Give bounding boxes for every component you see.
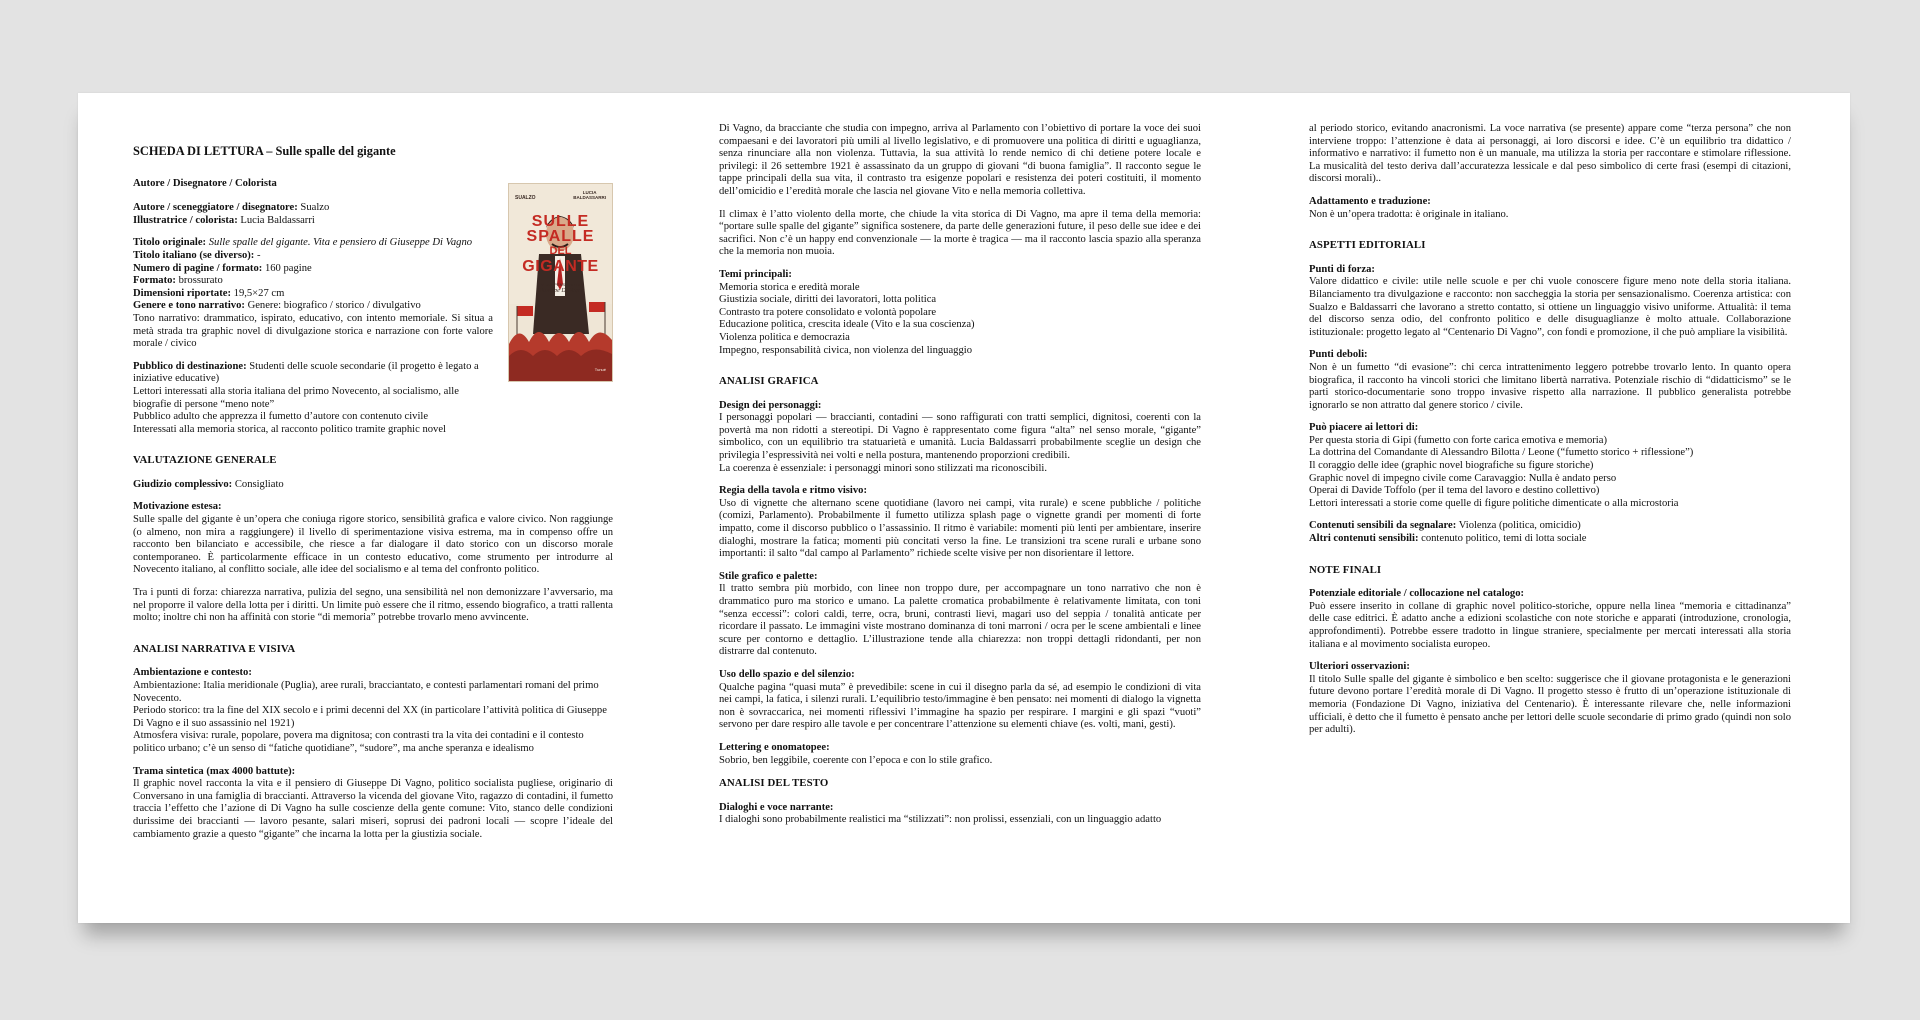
weak-text: Non è un fumetto “di evasione”: chi cerca intrattenimento leggero potrebbe trovarlo lento. In quanto opera biografica, il racconto ha vincoli storici che limitano libertà narrativa. Potenziale rischio di “didatticismo” se le parti storico-documentarie sono troppo invasive rispetto alla narrazione. Il pubblico generalista potrebbe ignorarlo se non attratto dal genere storico / civile. [1309, 361, 1791, 411]
credits-heading: Autore / Disegnatore / Colorista [133, 177, 277, 189]
dims-value: 19,5×27 cm [233, 287, 285, 299]
likes-item: Per questa storia di Gipi (fumetto con forte carica emotiva e memoria) [1309, 434, 1607, 446]
silence-text: Qualche pagina “quasi muta” è prevedibile: scene in cui il disegno parla da sé, ad esempio le condizioni di vita nei campi, la fatica, i silenzi rurali. L’equilibrio testo/immagine è ben pensato: nei momenti di dialogo la vignetta non è sovraccarica, nei momenti riflessivi l’immagine ha spazio per respirare. I margini e gli spazi “vuoti” servono per dare respiro alle tavole e per concentrare l’attenzione su elementi chiave (es. volti, mani, gesti). [719, 681, 1201, 731]
section-finali: NOTE FINALI [1309, 563, 1382, 576]
cover-author-right [573, 190, 606, 200]
illustrator-label: Illustratrice / colorista: [133, 214, 238, 226]
judgement-label: Giudizio complessivo: [133, 478, 233, 490]
strengths-text: Valore didattico e civile: utile nelle scuole e per chi vuole conoscere figure meno note della storia italiana. Bilanciamento tra divulgazione e racconto: non saccheggia la storia per sensazionalismo. Coerenza artistica: con Sualzo e Baldassarri che lavorano a stretto contatto, si ottiene un linguaggio visivo uniforme. Attualità: il tema del discorso senza odio, del confronto politico e delle disuguaglianze è molto attuale. Collaborazione istituzionale: progetto legato al “Centenario Di Vagno”, con fondi e promozione, il che può ampliare la visibilità. [1309, 276, 1791, 338]
lettering-label: Lettering e onomatopee: [719, 741, 830, 753]
judgement-value: Consigliato [234, 478, 284, 490]
tone-text: Tono narrativo: drammatico, ispirato, educativo, con intento memoriale. Si situa a metà strada tra graphic novel di divulgazione storica e narrazione con forte valore morale / civico [133, 312, 493, 350]
climax-text: Il climax è l’atto violento della morte, che chiude la vita storica di Di Vagno, ma apre il tema della memoria: “portare sulle spalle del gigante” significa sostenere, da parte delle generazioni future, il peso delle sue idee e dei sacrifici. Non c’è un happy end convenzionale — la morte è tragica — ma il racconto lascia spazio alla speranza che la memoria non muoia. [719, 208, 1201, 258]
document-sheet [78, 93, 1850, 923]
cover-subtitle-1: VITA E PENSIERO DI [540, 282, 581, 287]
regia-label: Regia della tavola e ritmo visivo: [719, 485, 867, 497]
it-title-value: - [257, 249, 261, 261]
audience-line: Lettori interessati alla storia italiana del primo Novecento, al socialismo, alle biografie di persone “meno note” [133, 385, 459, 410]
motivation-paragraph-2: Tra i punti di forza: chiarezza narrativa, pulizia del segno, una sensibilità nel non demonizzare l’avversario, ma nel proporre il valore della lotta per i diritti. Un limite può essere che il ritmo, essendo biografico, a tratti rallenta molto; inoltre chi non ha affinità con storie “di memoria” potrebbe trovarlo meno avvincente. [133, 587, 613, 624]
pages-label: Numero di pagine / formato: [133, 262, 263, 274]
further-text: Il titolo Sulle spalle del gigante è simbolico e ben scelto: suggerisce che il giovane protagonista e le generazioni future devono portare l’eredità morale di Di Vagno. Il progetto stesso è frutto di un’operazione istituzionale di memoria (Fondazione Di Vagno, iniziativa del Centenario). È interessante rilevare che, nelle informazioni ufficiali, è detto che il fumetto è pensato anche per lettori delle scuole secondarie di primo grado (quindi non solo per adulti). [1309, 673, 1791, 736]
cover-title-1: SULLE [531, 213, 590, 230]
dialogue-text: I dialoghi sono probabilmente realistici ma “stilizzati”: non prolissi, essenziali, con un linguaggio adatto [719, 814, 1162, 826]
author-label: Autore / sceneggiatore / disegnatore: [133, 202, 298, 214]
further-label: Ulteriori osservazioni: [1309, 661, 1410, 673]
characters-text: I personaggi popolari — braccianti, contadini — sono raffigurati con tratti semplici, dignitosi, coerenti con la povertà ma non ridotti a stereotipi. Di Vagno è rappresentato come figura “alta” nel senso morale, “gigante” simbolico, con un equilibrio tra statuarietà e umanità. Lucia Baldassarri probabilmente sceglie un design che privilegia l’espressività nei volti e nella postura, mantenendo proporzioni credibili. [719, 412, 1201, 462]
theme-item: Contrasto tra potere consolidato e volontà popolare [719, 306, 937, 318]
likes-label: Può piacere ai lettori di: [1309, 422, 1419, 434]
illustrator-value: Lucia Baldassarri [240, 214, 315, 226]
sensitive-value: Violenza (politica, omicidio) [1458, 520, 1581, 532]
audience-line: Interessati alla memoria storica, al racconto politico tramite graphic novel [133, 423, 446, 435]
setting-line: Ambientazione: Italia meridionale (Puglia), aree rurali, bracciantato, e contesti parlamentari romani del primo Novecento. [133, 680, 599, 704]
section-editoriali: ASPETTI EDITORIALI [1309, 239, 1426, 252]
column-3 [1309, 123, 1791, 747]
likes-item: Operai di Davide Toffolo (per il tema del lavoro e destino collettivo) [1309, 485, 1600, 497]
plot-label: Trama sintetica (max 4000 battute): [133, 765, 296, 777]
column-2 [719, 123, 1201, 837]
genre-label: Genere e tono narrativo: [133, 300, 245, 312]
cover-author-right-2: BALDASSARRI [573, 195, 606, 200]
theme-item: Impegno, responsabilità civica, non violenza del linguaggio [719, 344, 973, 356]
audience-value: Studenti delle scuole secondarie (il progetto è legato a iniziative educative) [133, 360, 479, 385]
silence-label: Uso dello spazio e del silenzio: [719, 668, 855, 680]
style-label: Stile grafico e palette: [719, 570, 818, 582]
motivation-label: Motivazione estesa: [133, 501, 222, 513]
it-title-label: Titolo italiano (se diverso): [133, 249, 255, 261]
other-sensitive-label: Altri contenuti sensibili: [1309, 533, 1419, 545]
characters-label: Design dei personaggi: [719, 399, 822, 411]
document-title: SCHEDA DI LETTURA – Sulle spalle del gigante [133, 144, 396, 158]
likes-item: La dottrina del Comandante di Alessandro Bilotta / Leone (“fumetto storico + riflessione”) [1309, 447, 1694, 459]
cover-subtitle [509, 282, 612, 294]
other-sensitive-value: contenuto politico, temi di lotta sociale [1421, 533, 1587, 545]
orig-title-value: Sulle spalle del gigante. Vita e pensiero di Giuseppe Di Vagno [208, 237, 473, 249]
likes-item: Graphic novel di impegno civile come Caravaggio: Nulla è andato perso [1309, 472, 1617, 484]
strengths-label: Punti di forza: [1309, 263, 1375, 275]
format-label: Formato: [133, 275, 176, 287]
cover-title-2: SPALLE [526, 228, 595, 245]
weak-label: Punti deboli: [1309, 349, 1368, 361]
characters-text-2: La coerenza è essenziale: i personaggi minori sono stilizzati ma riconoscibili. [719, 462, 1047, 474]
lettering-text: Sobrio, ben leggibile, coerente con l’epoca e con lo stile grafico. [719, 754, 993, 766]
plot-text: Il graphic novel racconta la vita e il pensiero di Giuseppe Di Vagno, politico socialista pugliese, originario di Conversano in una famiglia di braccianti. Attraverso la vicenda del giovane Vito, ragazzo di contadini, il fumetto traccia l’effetto che l’azione di Di Vagno ha sulle coscienze della gente comune: Vito, stanco delle condizioni durissime dei braccianti — lavoro pesante, salari miseri, soprusi dei padroni locali — scopre l’ideale del cambiamento grazie a questo “gigante” che incarna la lotta per la giustizia sociale. [133, 778, 613, 840]
likes-item: Lettori interessati a storie come quelle di figure politiche dimenticate o alla microstoria [1309, 497, 1679, 509]
likes-item: Il coraggio delle idee (graphic novel biografiche su figure storiche) [1309, 460, 1594, 472]
audience-line: Pubblico adulto che apprezza il fumetto d’autore con contenuto civile [133, 411, 429, 423]
cover-subtitle-2: Giuseppe Di Vagno [537, 288, 584, 294]
adapt-label: Adattamento e traduzione: [1309, 195, 1431, 207]
motivation-paragraph-1: Sulle spalle del gigante è un’opera che coniuga rigore storico, sensibilità grafica e valore civico. Non raggiunge (o almeno, non mira a raggiungere) il livello di sperimentazione visiva estrema, ma in compenso offre un racconto ben bilanciato e accessibile, che riesce a far dialogare il dato storico con un discorso morale contemporaneo. È particolarmente efficace in un contesto educativo, come strumento per introdurre al Novecento italiano, al conflitto sociale, alle idee del socialismo e al tema del confronto politico. [133, 514, 613, 576]
cover-author-right-1: LUCIA [582, 190, 597, 195]
potential-text: Può essere inserito in collane di graphic novel politico-storiche, oppure nella linea “memoria e cittadinanza” delle case editrici. È adatto anche a edizioni scolastiche con note storiche e apparati (introduzione, cronologia, approfondimenti). Potrebbe essere tradotto in lingue straniere, specialmente per mercati interessati alla storia italiana e al movimento socialista europeo. [1309, 600, 1791, 650]
cover-title-4: GIGANTE [522, 258, 599, 275]
sensitive-label: Contenuti sensibili da segnalare: [1309, 520, 1457, 532]
cover-title [509, 214, 612, 274]
theme-item: Violenza politica e democrazia [719, 331, 850, 343]
setting-line: Atmosfera visiva: rurale, popolare, povera ma dignitosa; con contrasti tra la vita dei contadini e il contesto politico urbano; c’è un senso di “fatiche quotidiane”, “sudore”, ma anche speranza e idealismo [133, 730, 584, 754]
author-value: Sualzo [300, 202, 330, 214]
adapt-text: Non è un’opera tradotta: è originale in italiano. [1309, 208, 1509, 220]
section-valutazione: VALUTAZIONE GENERALE [133, 454, 277, 467]
audience-label: Pubblico di destinazione: [133, 360, 247, 372]
section-narrativa: ANALISI NARRATIVA E VISIVA [133, 642, 296, 655]
dims-label: Dimensioni riportate: [133, 287, 231, 299]
dialogue-continued: al periodo storico, evitando anacronismi. La voce narrativa (se presente) appare come “terza persona” che non interviene troppo: l’attenzione è data ai personaggi, ai loro discorsi e idee. C’è un equilibrio tra didattico / informativo e narrativo: il fumetto non è un manuale, ma utilizza la storia per raccontare e stimolare riflessione. La musicalità del testo deriva dall’accuratezza lessicale e dal peso simbolico di certe frasi (esempi di citazioni, discorsi morali).. [1309, 123, 1791, 185]
theme-item: Educazione politica, crescita ideale (Vito e la sua coscienza) [719, 319, 975, 331]
cover-author-left: SUALZO [515, 195, 536, 201]
book-cover [508, 183, 613, 382]
theme-item: Giustizia sociale, diritti dei lavoratori, lotta politica [719, 294, 937, 306]
section-grafica: ANALISI GRAFICA [719, 375, 819, 388]
format-value: brossurato [178, 275, 223, 287]
themes-label: Temi principali: [719, 268, 792, 280]
dialogue-label: Dialoghi e voce narrante: [719, 801, 834, 813]
regia-text: Uso di vignette che alternano scene quotidiane (lavoro nei campi, vita rurale) e scene pubbliche / politiche (comizi, Parlamento). Probabilmente il fumetto utilizza splash page o vignette grandi per momenti di forte impatto, come il discorso pubblico o l’assassinio. Il ritmo è variabile: momenti più lenti per ambientare, inserire dialoghi, mostrare la fatica; momenti più concitati verso la fine. Le transizioni tra scene rurali e urbane sono importanti: il salto “dal campo al Parlamento” richiede scelte visive per non disorientare il lettore. [719, 497, 1201, 560]
theme-item: Memoria storica e eredità morale [719, 281, 860, 293]
potential-label: Potenziale editoriale / collocazione nel catalogo: [1309, 588, 1525, 600]
pages-value: 160 pagine [264, 262, 312, 274]
cover-publisher: Tunué [594, 367, 606, 373]
style-text: Il tratto sembra più morbido, con linee non troppo dure, per accompagnare un tono narrativo che non è drammatico puro ma storico e umano. La palette cromatica probabilmente è relativamente limitata, con toni “senza eccessi”: colori caldi, terre, ocra, bruni, contrasti lievi, magari uso del seppia / tonalità anticate per ricordare il passato. Le immagini viste mostrano dominanza di toni marroni / ocra per le scene ambientali e linee scure per contorno e dettaglio. L’illustrazione tende alla chiarezza: non troppi dettagli ridondanti, per non distrarre dal contenuto. [719, 583, 1201, 658]
cover-title-3: DEL [549, 245, 572, 257]
orig-title-label: Titolo originale: [133, 237, 207, 249]
column-1 [133, 145, 613, 851]
genre-value: Genere: biografico / storico / divulgativo [247, 300, 421, 312]
section-testo: ANALISI DEL TESTO [719, 777, 829, 790]
setting-label: Ambientazione e contesto: [133, 667, 252, 679]
setting-line: Periodo storico: tra la fine del XIX secolo e i primi decenni del XX (in particolare l’attività politica di Giuseppe Di Vagno e il suo assassinio nel 1921) [133, 705, 607, 729]
plot-continued: Di Vagno, da bracciante che studia con impegno, arriva al Parlamento con l’obiettivo di portare la voce dei suoi compaesani e dei lavoratori più umili al livello legislativo, e di promuovere una politica di diritti e uguaglianza, senza rinunciare alla non violenza. Tuttavia, la sua attività lo rende nemico di chi detiene potere locale e privilegi: il 26 settembre 1921 è assassinato da un gruppo di giovani “di buona famiglia”. Il racconto segue le tappe principali della sua vita, il contrasto tra esigenze popolari e resistenza dei poteri costituiti, il momento dell’omicidio e l’eredità morale che lascia nel giovane Vito e nella memoria collettiva. [719, 123, 1201, 197]
